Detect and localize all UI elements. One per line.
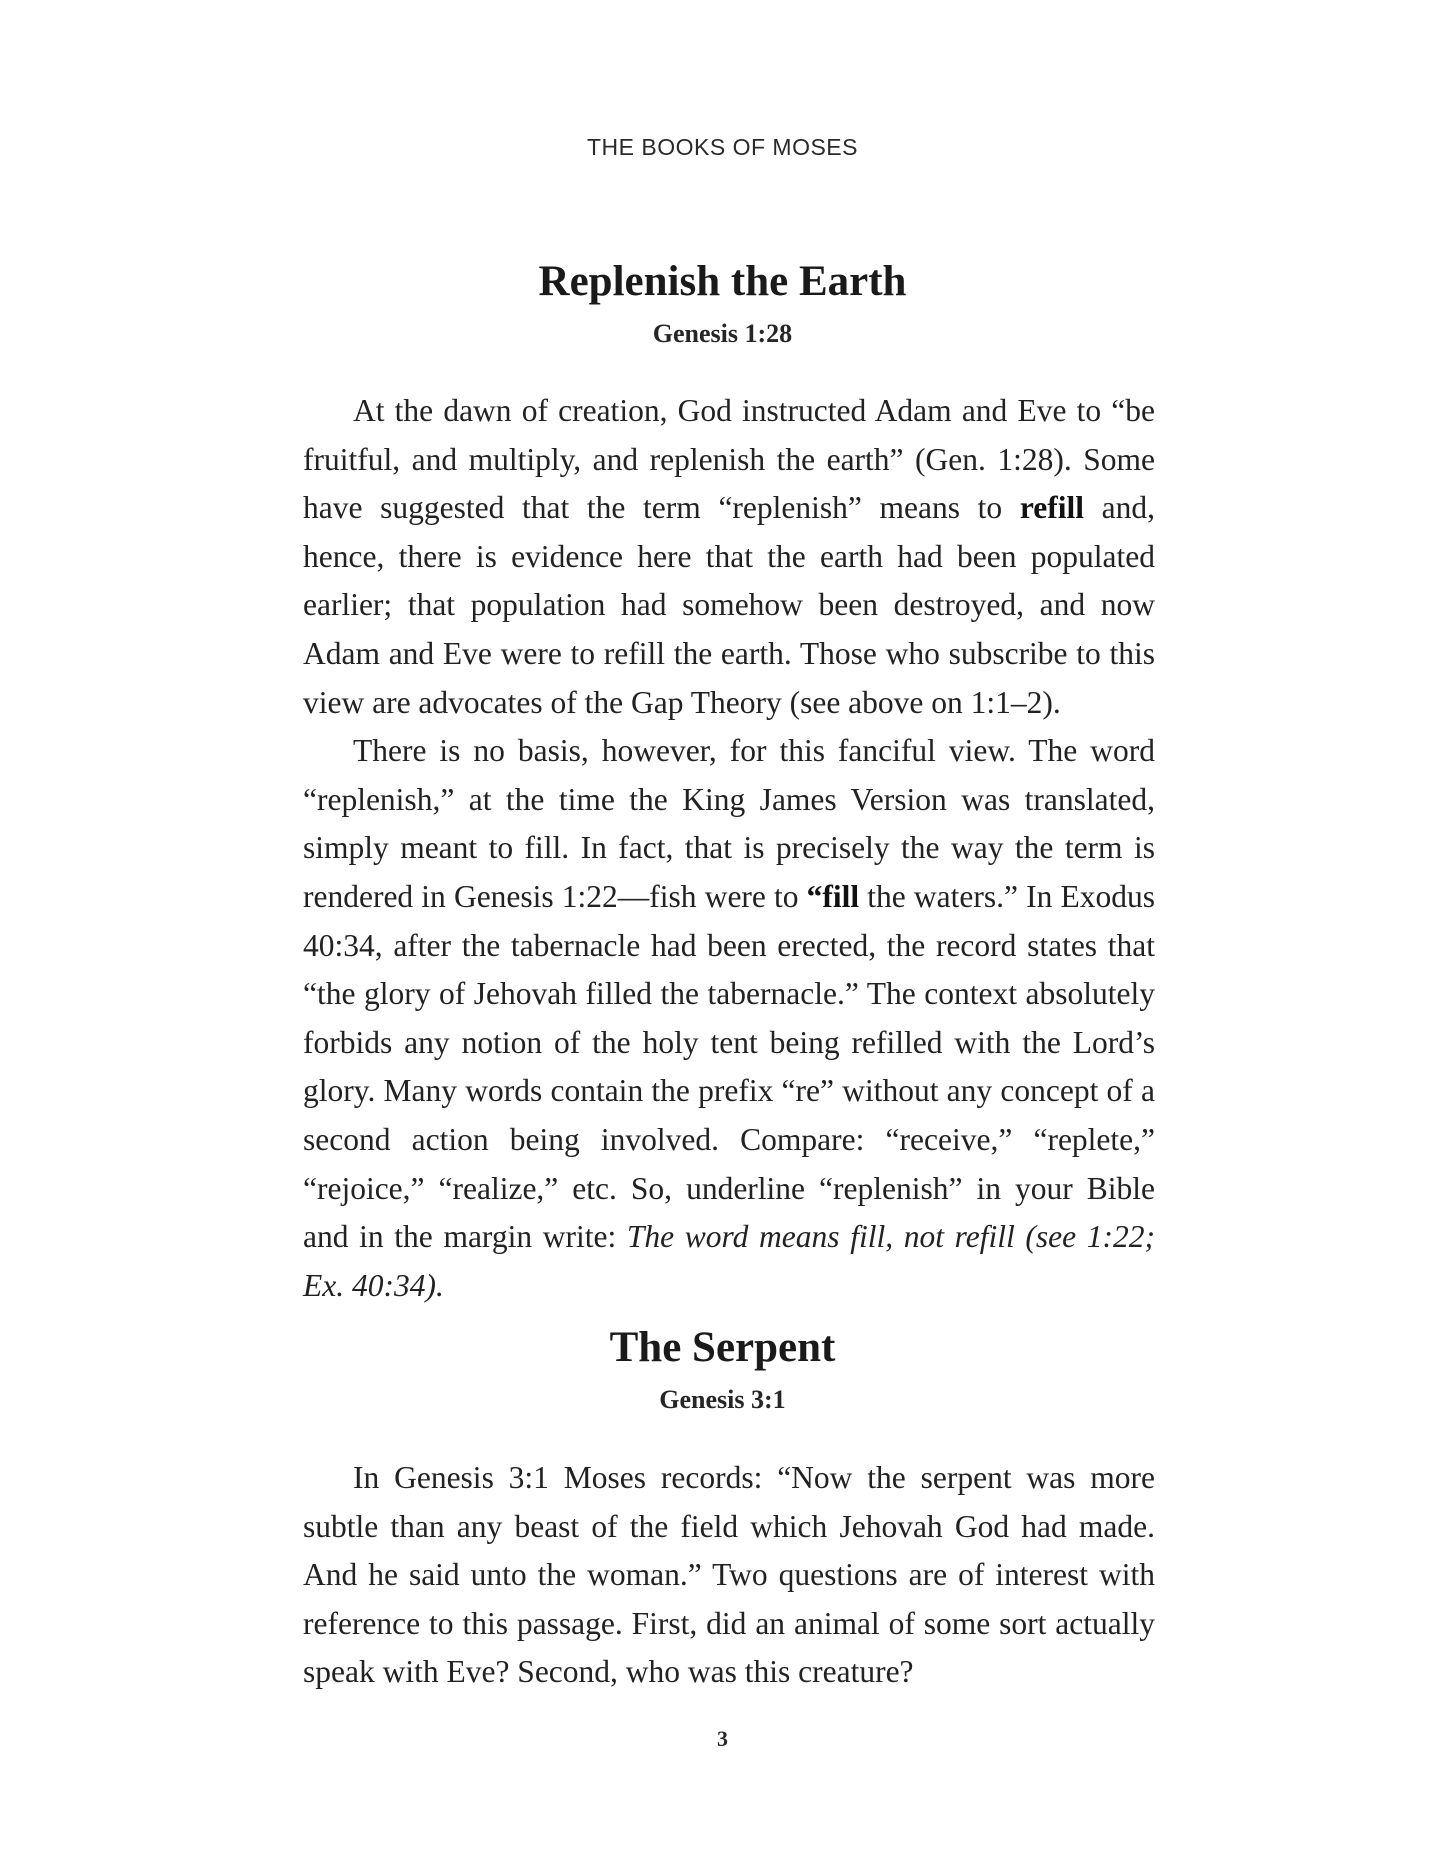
paragraph-text: There is no basis, however, for this fanciful view. The word “replenish,” at the time the King James Version was translated, simply meant to fill. In fact, that is precisely the way the term is rendered in Genesis 1:22—fish were to — [303, 733, 1155, 914]
paragraph — [303, 387, 1155, 727]
section-body — [303, 1454, 1155, 1697]
paragraph-text: the waters.” In Exodus 40:34, after the tabernacle had been erected, the record states that “the glory of Jehovah filled the tabernacle.” The context absolutely forbids any notion of the holy tent being refilled with the Lord’s glory. Many words contain the prefix “re” without any concept of a second action being involved. Compare: “receive,” “replete,” “rejoice,” “realize,” etc. So, underline “replenish” in your Bible and in the margin write: — [303, 878, 1155, 1255]
section-reference: Genesis 1:28 — [652, 319, 793, 348]
paragraph — [303, 1454, 1155, 1697]
bold-term: “fill — [806, 878, 860, 914]
paragraph-text: In Genesis 3:1 Moses records: “Now the serpent was more subtle than any beast of the field which Jehovah God had made. And he said unto the woman.” Two questions are of interest with reference to this passage. First, did an animal of some sort actually speak with Eve? Second, who was this creature? — [303, 1460, 1155, 1690]
paragraph-text: and, hence, there is evidence here that the earth had been populated earlier; that population had somehow been destroyed, and now Adam and Eve were to refill the earth. Those who subscribe to this view are advocates of the Gap Theory (see above on 1:1–2). — [303, 490, 1155, 720]
bold-term: refill — [1019, 490, 1084, 526]
section-body — [303, 387, 1155, 1310]
page-number: 3 — [717, 1726, 728, 1751]
section-reference: Genesis 3:1 — [659, 1385, 786, 1414]
section-title: The Serpent — [609, 1324, 836, 1371]
section-title: Replenish the Earth — [538, 258, 907, 305]
paragraph — [303, 727, 1155, 1310]
running-head: THE BOOKS OF MOSES — [587, 134, 858, 160]
paragraph-text: At the dawn of creation, God instructed Adam and Eve to “be fruitful, and multiply, and replenish the earth” (Gen. 1:28). Some have suggested that the term “replenish” means to — [303, 393, 1155, 526]
margin-note: The word means fill, not refill (see 1:22; Ex. 40:34). — [303, 1219, 1155, 1303]
